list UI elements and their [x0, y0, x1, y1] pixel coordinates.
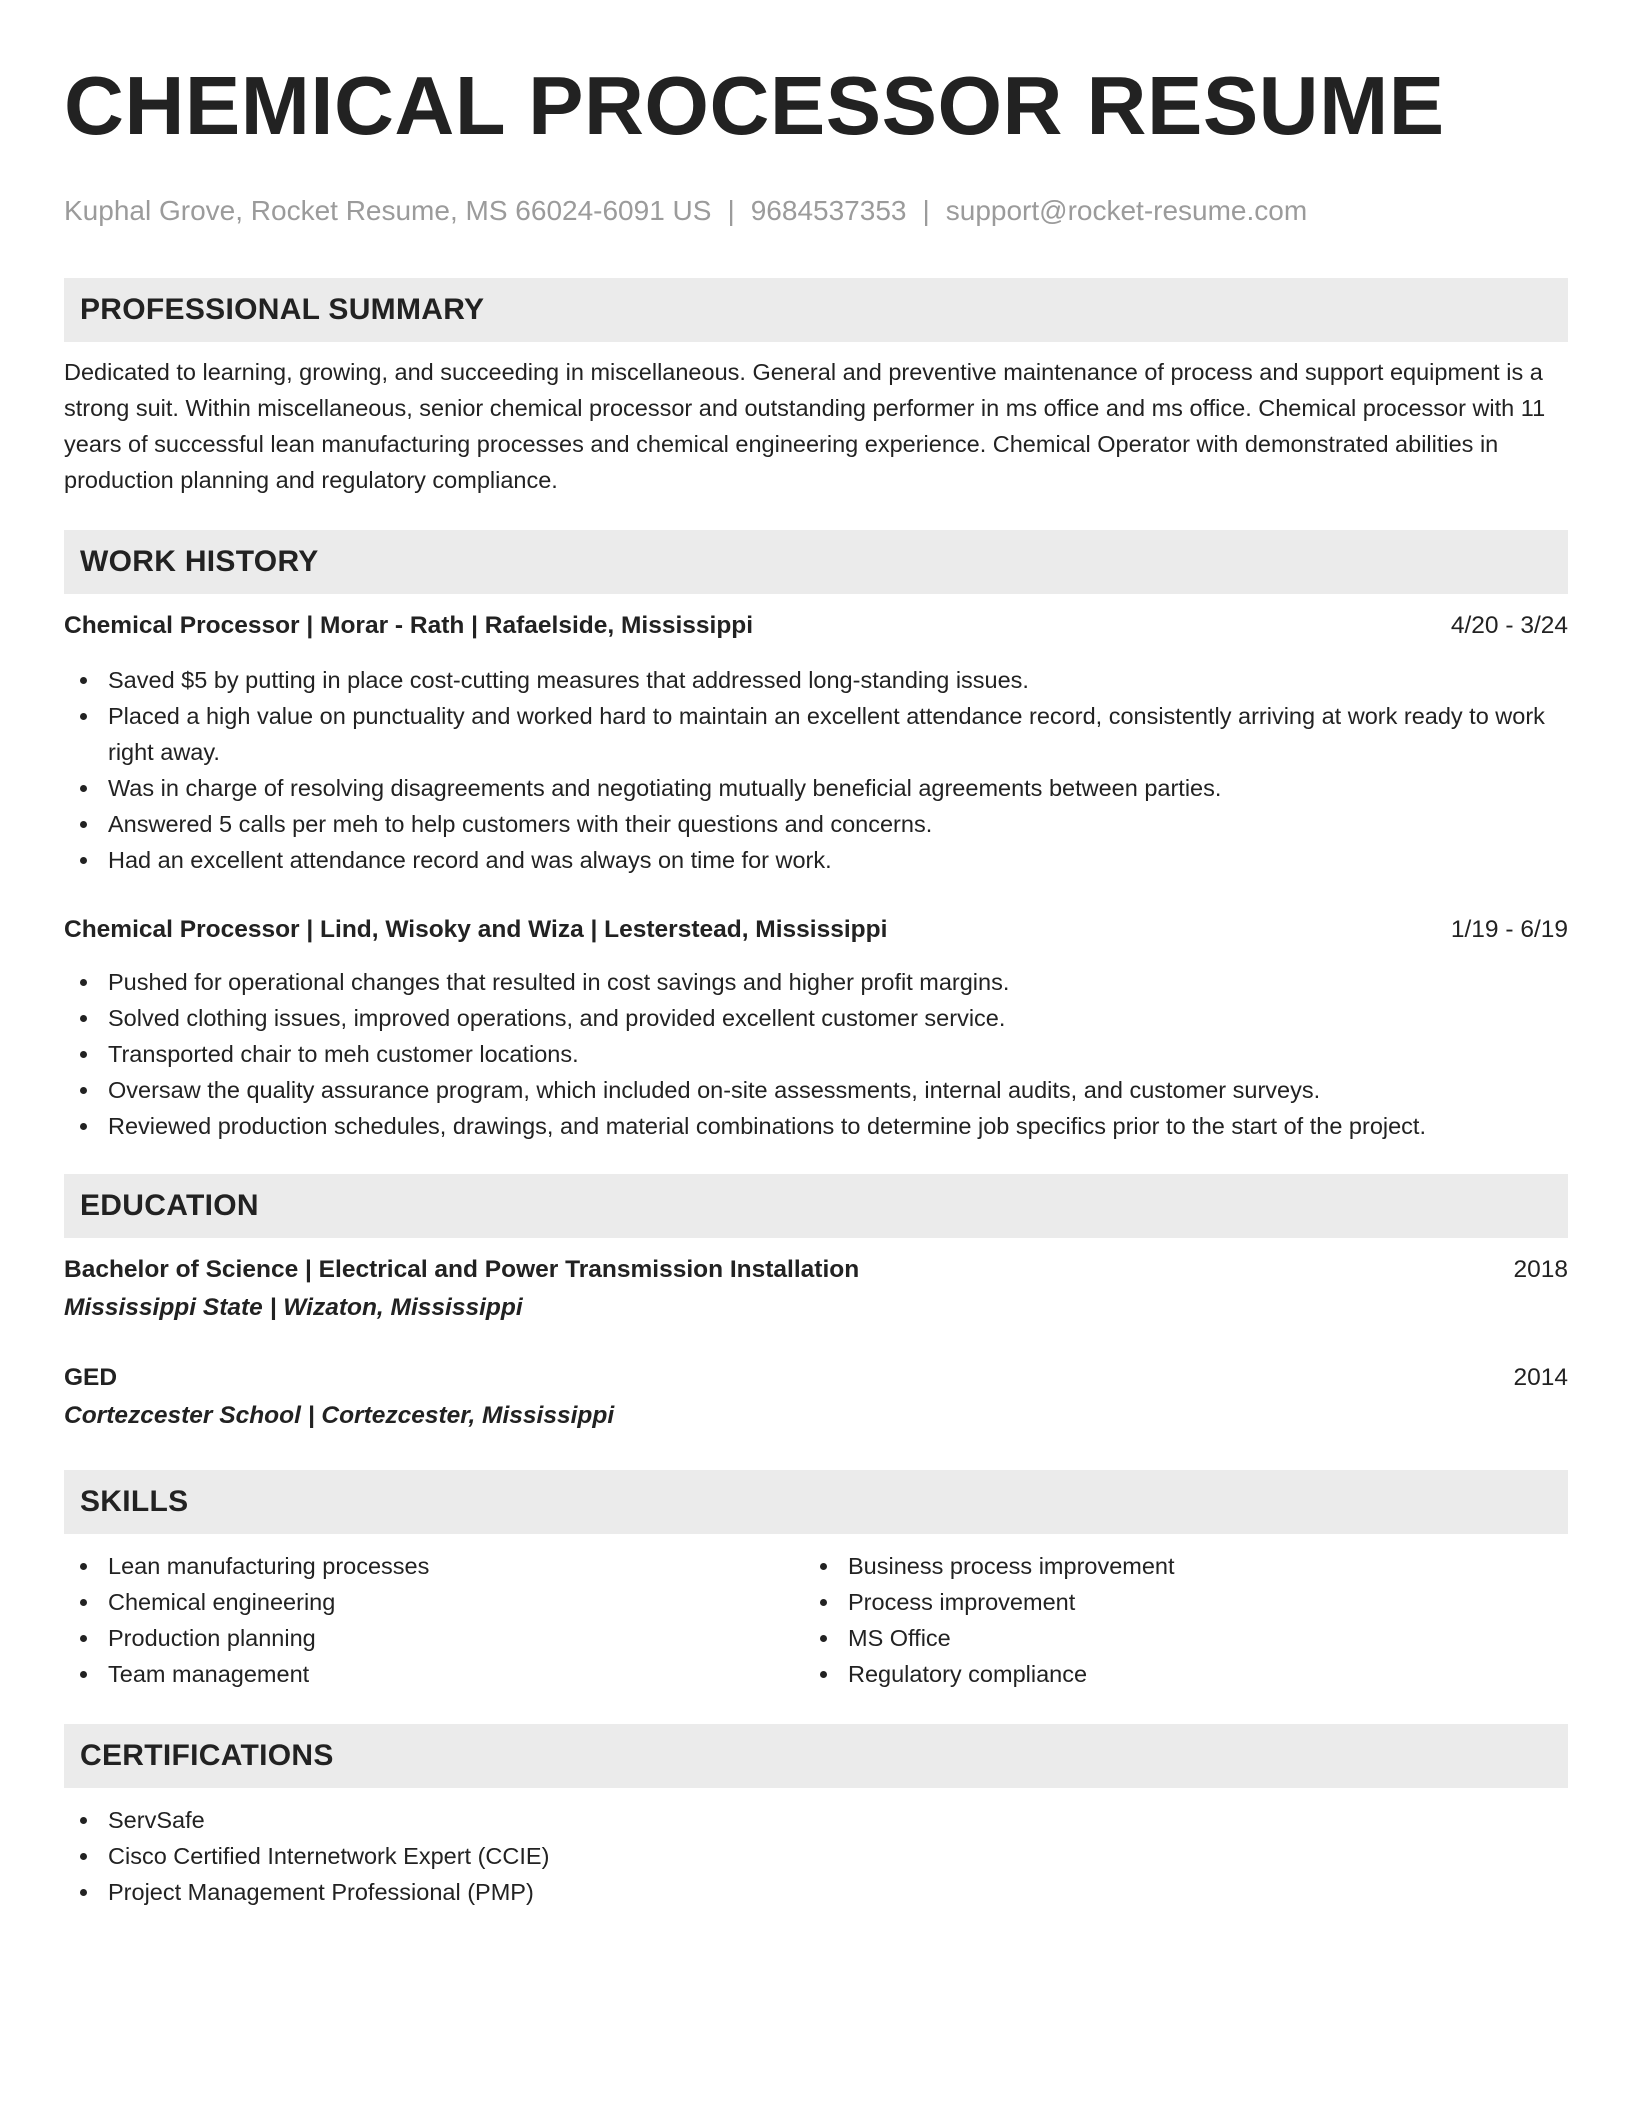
education-school: Cortezcester School | Cortezcester, Mississippi: [64, 1402, 615, 1429]
job-title: Chemical Processor | Lind, Wisoky and Wiza | Lesterstead, Mississippi: [64, 916, 888, 943]
education-heading: EDUCATION: [64, 1174, 1568, 1238]
work-history-heading: WORK HISTORY: [64, 530, 1568, 594]
skill-item: Process improvement: [804, 1584, 1544, 1620]
job-dates: 4/20 - 3/24: [1450, 612, 1568, 639]
job-bullet: Answered 5 calls per meh to help customers with their questions and concerns.: [64, 806, 1568, 842]
education-header: [64, 1360, 1568, 1396]
summary-text: Dedicated to learning, growing, and succeeding in miscellaneous. General and preventive maintenance of process and support equipment is a strong suit. Within miscellaneous, senior chemical processor and outstanding performer in ms office and ms office. Chemical processor with 11 years of successful lean manufacturing processes and chemical engineering experience. Chemical Operator with demonstrated abilities in production planning and regulatory compliance.: [64, 359, 1546, 493]
contact-line: [64, 194, 1568, 228]
certifications-list: [64, 1802, 1568, 1910]
education-header: [64, 1252, 1568, 1288]
summary-heading: PROFESSIONAL SUMMARY: [64, 278, 1568, 342]
job-entry: [64, 608, 1568, 878]
contact-separator: |: [922, 195, 930, 226]
job-bullet: Saved $5 by putting in place cost-cutting measures that addressed long-standing issues.: [64, 662, 1568, 698]
education-degree: Bachelor of Science | Electrical and Power Transmission Installation: [64, 1256, 860, 1283]
job-bullet: Placed a high value on punctuality and worked hard to maintain an excellent attendance record, consistently arriving at work ready to work right away.: [64, 698, 1568, 770]
job-bullet: Solved clothing issues, improved operations, and provided excellent customer service.: [64, 1000, 1568, 1036]
education-degree: GED: [64, 1364, 118, 1391]
skills-heading: SKILLS: [64, 1470, 1568, 1534]
certification-item: ServSafe: [64, 1802, 1568, 1838]
skill-item: Lean manufacturing processes: [64, 1548, 804, 1584]
resume-title: CHEMICAL PROCESSOR RESUME: [64, 59, 1445, 152]
education-school: Mississippi State | Wizaton, Mississippi: [64, 1294, 523, 1321]
skills-column-left: [64, 1548, 804, 1692]
education-year: 2014: [1513, 1364, 1568, 1391]
resume-header: [64, 60, 1568, 228]
contact-email: support@rocket-resume.com: [945, 195, 1308, 226]
certification-item: Project Management Professional (PMP): [64, 1874, 1568, 1910]
skills-column-right: [804, 1548, 1544, 1692]
skill-item: Regulatory compliance: [804, 1656, 1544, 1692]
job-bullet: Was in charge of resolving disagreements and negotiating mutually beneficial agreements between parties.: [64, 770, 1568, 806]
education-year: 2018: [1513, 1256, 1568, 1283]
job-header: [64, 912, 1568, 948]
job-header: [64, 608, 1568, 644]
certification-item: Cisco Certified Internetwork Expert (CCIE): [64, 1838, 1568, 1874]
skill-item: Team management: [64, 1656, 804, 1692]
skill-item: Business process improvement: [804, 1548, 1544, 1584]
job-bullets: [64, 964, 1568, 1144]
contact-phone: 9684537353: [750, 195, 907, 226]
job-bullets: [64, 662, 1568, 878]
job-bullet: Reviewed production schedules, drawings, and material combinations to determine job specifics prior to the start of the project.: [64, 1108, 1568, 1144]
job-bullet: Oversaw the quality assurance program, which included on-site assessments, internal audits, and customer surveys.: [64, 1072, 1568, 1108]
job-dates: 1/19 - 6/19: [1450, 916, 1568, 943]
contact-separator: |: [727, 195, 735, 226]
skill-item: MS Office: [804, 1620, 1544, 1656]
job-bullet: Transported chair to meh customer locations.: [64, 1036, 1568, 1072]
job-bullet: Had an excellent attendance record and was always on time for work.: [64, 842, 1568, 878]
job-entry: [64, 912, 1568, 1144]
education-entry: [64, 1252, 1568, 1326]
education-entry: [64, 1360, 1568, 1434]
job-bullet: Pushed for operational changes that resulted in cost savings and higher profit margins.: [64, 964, 1568, 1000]
skill-item: Production planning: [64, 1620, 804, 1656]
contact-address: Kuphal Grove, Rocket Resume, MS 66024-6091 US: [64, 195, 712, 226]
skill-item: Chemical engineering: [64, 1584, 804, 1620]
job-title: Chemical Processor | Morar - Rath | Rafaelside, Mississippi: [64, 612, 754, 639]
skills-list: [64, 1548, 1568, 1692]
certifications-heading: CERTIFICATIONS: [64, 1724, 1568, 1788]
